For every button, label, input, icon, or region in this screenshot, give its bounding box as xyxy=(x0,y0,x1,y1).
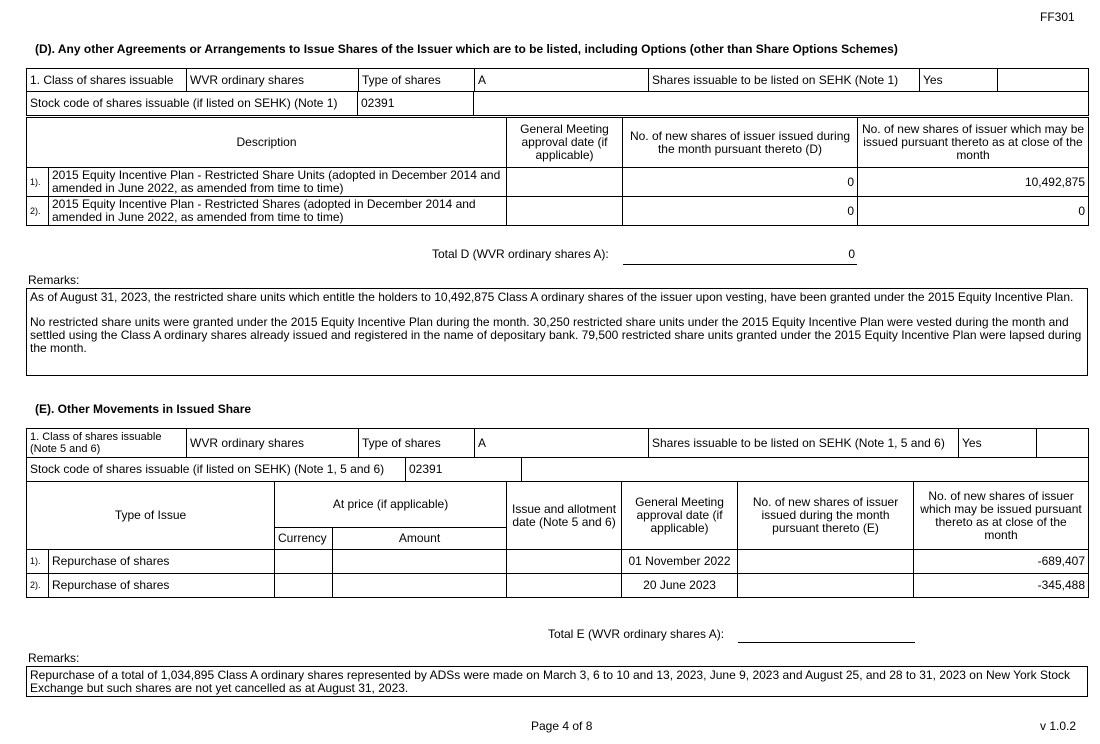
may-issue-header: No. of new shares of issuer which may be issued pursuant thereto as at close of the month xyxy=(858,118,1089,168)
at-price-header: At price (if applicable) xyxy=(275,482,507,528)
row-may-issue: -689,407 xyxy=(914,550,1089,574)
remarks-d-paragraph: No restricted share units were granted under the 2015 Equity Incentive Plan during the month. 30,250 restricted share units under the 2015 Equity Incentive Plan were vested during the month and settled using the Class A ordinary shares already issued and registered in the name of depositary bank. 79,500 restricted share units granted under the 2015 Equity Incentive Plan were lapsed during the month. xyxy=(30,315,1082,355)
row-may-issue: -345,488 xyxy=(914,574,1089,598)
issued-header: No. of new shares of issuer issued during the month pursuant thereto (E) xyxy=(738,482,914,550)
row-type: Repurchase of shares xyxy=(49,550,275,574)
stock-code-value: 02391 xyxy=(358,92,474,116)
class-label: 1. Class of shares issuable (Note 5 and 6) xyxy=(27,429,187,458)
total-e-value xyxy=(738,627,915,643)
sehk-label: Shares issuable to be listed on SEHK (Note 1) xyxy=(649,69,920,92)
total-d-label: Total D (WVR ordinary shares A): xyxy=(432,247,609,261)
sehk-value: Yes xyxy=(959,429,1037,458)
may-issue-header: No. of new shares of issuer which may be issued pursuant thereto as at close of the month xyxy=(914,482,1089,550)
remarks-e-label: Remarks: xyxy=(28,651,80,665)
row-number: 1). xyxy=(27,550,49,574)
sehk-label: Shares issuable to be listed on SEHK (Note 1, 5 and 6) xyxy=(649,429,959,458)
row-currency xyxy=(275,574,333,598)
description-header: Description xyxy=(27,118,507,168)
row-gm-date: 01 November 2022 xyxy=(622,550,738,574)
row-gm-date xyxy=(507,197,623,226)
type-label: Type of shares xyxy=(359,69,475,92)
section-e-class-table xyxy=(26,428,1089,458)
section-e-stock-table xyxy=(26,457,1089,482)
remarks-e-paragraph: Repurchase of a total of 1,034,895 Class A ordinary shares represented by ADSs were made on March 3, 6 to 10 and 13, 2023, June 9, 2023 and August 25, and 28 to 31, 2023 on New York Stock Exchange but such shares are not yet cancelled as at August 31, 2023. xyxy=(30,668,1071,695)
stock-code-value: 02391 xyxy=(406,458,522,482)
type-of-issue-header: Type of Issue xyxy=(27,482,275,550)
table-row xyxy=(27,168,1089,197)
section-d-stock-table xyxy=(26,91,1089,116)
row-currency xyxy=(275,550,333,574)
blank-cell xyxy=(1037,429,1089,458)
row-gm-date xyxy=(507,168,623,197)
type-value: A xyxy=(475,429,649,458)
blank-cell xyxy=(522,458,1089,482)
row-issue-date xyxy=(507,550,622,574)
table-row xyxy=(27,550,1089,574)
page-number: Page 4 of 8 xyxy=(531,719,593,733)
row-type: Repurchase of shares xyxy=(49,574,275,598)
class-value: WVR ordinary shares xyxy=(187,429,359,458)
remarks-d-box xyxy=(26,288,1088,376)
remarks-e-box xyxy=(26,666,1088,697)
row-amount xyxy=(333,574,507,598)
sehk-value: Yes xyxy=(920,69,998,92)
row-gm-date: 20 June 2023 xyxy=(622,574,738,598)
blank-cell xyxy=(474,92,1089,116)
row-issued: 0 xyxy=(623,197,858,226)
currency-header: Currency xyxy=(275,528,333,550)
section-d-heading: (D). Any other Agreements or Arrangements to Issue Shares of the Issuer which are to be listed, including Options (other than Share Options Schemes) xyxy=(35,42,898,56)
issue-date-header: Issue and allotment date (Note 5 and 6) xyxy=(507,482,622,550)
section-e-heading: (E). Other Movements in Issued Share xyxy=(35,402,252,416)
section-d-description-table xyxy=(26,117,1089,226)
remarks-d-paragraph: As of August 31, 2023, the restricted share units which entitle the holders to 10,492,875 Class A ordinary shares of the issuer upon vesting, have been granted under the 2015 Equity Incentive Plan. xyxy=(30,290,1074,304)
total-d-value: 0 xyxy=(623,247,857,265)
row-number: 1). xyxy=(27,168,49,197)
blank-cell xyxy=(998,69,1089,92)
stock-code-label: Stock code of shares issuable (if listed on SEHK) (Note 1) xyxy=(27,92,358,116)
section-d-class-table xyxy=(26,68,1089,92)
class-value: WVR ordinary shares xyxy=(187,69,359,92)
row-may-issue: 10,492,875 xyxy=(858,168,1089,197)
remarks-d-label: Remarks: xyxy=(28,273,80,287)
class-label: 1. Class of shares issuable xyxy=(27,69,187,92)
row-number: 2). xyxy=(27,574,49,598)
form-code: FF301 xyxy=(1040,10,1075,24)
type-label: Type of shares xyxy=(359,429,475,458)
type-value: A xyxy=(475,69,649,92)
row-issued: 0 xyxy=(623,168,858,197)
gm-date-header: General Meeting approval date (if applicable) xyxy=(622,482,738,550)
amount-header: Amount xyxy=(333,528,507,550)
issued-header: No. of new shares of issuer issued during the month pursuant thereto (D) xyxy=(623,118,858,168)
row-description: 2015 Equity Incentive Plan - Restricted Share Units (adopted in December 2014 and amended in June 2022, as amended from time to time) xyxy=(49,168,507,197)
row-amount xyxy=(333,550,507,574)
row-may-issue: 0 xyxy=(858,197,1089,226)
row-issued xyxy=(738,574,914,598)
total-e-label: Total E (WVR ordinary shares A): xyxy=(548,627,725,641)
version: v 1.0.2 xyxy=(1040,719,1077,733)
row-number: 2). xyxy=(27,197,49,226)
row-issued xyxy=(738,550,914,574)
row-issue-date xyxy=(507,574,622,598)
gm-date-header: General Meeting approval date (if applicable) xyxy=(507,118,623,168)
table-row xyxy=(27,574,1089,598)
row-description: 2015 Equity Incentive Plan - Restricted Shares (adopted in December 2014 and amended in June 2022, as amended from time to time) xyxy=(49,197,507,226)
table-row xyxy=(27,197,1089,226)
stock-code-label: Stock code of shares issuable (if listed on SEHK) (Note 1, 5 and 6) xyxy=(27,458,406,482)
section-e-issue-table xyxy=(26,481,1089,598)
